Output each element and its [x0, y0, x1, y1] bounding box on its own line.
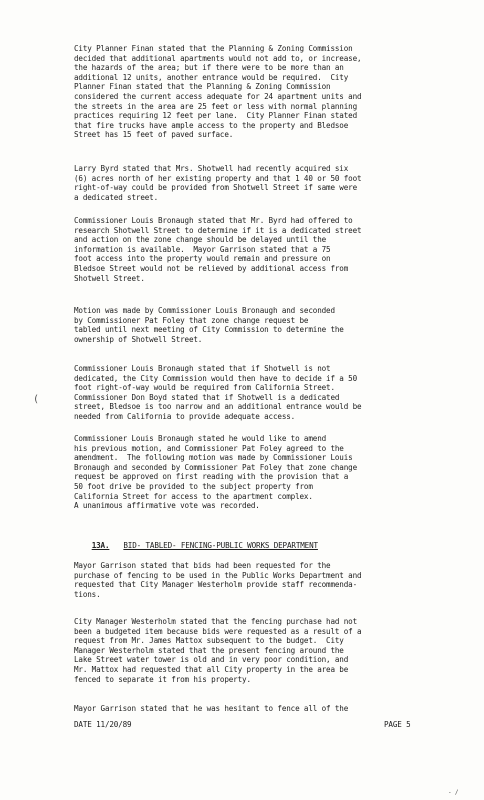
paragraph-motion-tabled: Motion was made by Commissioner Louis Bronaugh and seconded by Commissioner Pat Foley that zone change request be tabled until next meeting of City Commission to determine the ownership of Shotwell Street. [74, 306, 344, 344]
paragraph-bronaugh-research: Commissioner Louis Bronaugh stated that Mr. Byrd had offered to research Shotwell Street to determine if it is a dedicated street and action on the zone change should be delayed until the information is available. Mayor Garrison stated that a 75 foot access into the property would remain and pressure on Bledsoe Street would not be relieved by additional access from Shotwell Street. [74, 216, 362, 283]
punch-hole-mark: ( [33, 394, 39, 405]
paragraph-garrison-hesitant: Mayor Garrison stated that he was hesitant to fence all of the [74, 704, 349, 713]
footer-date: DATE 11/20/89 [74, 720, 132, 729]
section-number: 13A. [91, 540, 110, 550]
paragraph-amended-motion: Commissioner Louis Bronaugh stated he would like to amend his previous motion, and Commissioner Pat Foley agreed to the amendment. The following motion was made by Commissioner Louis Bronaugh and seconded by Commissioner Pat Foley that zone change request be approved on first reading with the provision that a 50 foot drive be provided to the subject property from California Street for access to the apartment complex. A unanimous affirmative vote was recorded. [74, 434, 357, 511]
paragraph-westerholm-fencing: City Manager Westerholm stated that the fencing purchase had not been a budgeted item because bids were requested as a result of a request from Mr. James Mattox subsequent to the budget. City Manager Westerholm stated that the present fencing around the Lake Street water tower is old and in very poor condition, and Mr. Mattox had requested that all City property in the area be fenced to separate it from his property. [74, 617, 362, 684]
paragraph-planner-finan: City Planner Finan stated that the Planning & Zoning Commission decided that additional apartments would not add to, or increase, the hazards of the area; but if there were to be more than an additional 12 units, another entrance would be required. City Planner Finan stated that the Planning & Zoning Commission considered the current access adequate for 24 apartment units and the streets in the area are 25 feet or less with normal planning practices requiring 12 feet per lane. City Planner Finan stated that fire trucks have ample access to the property and Bledsoe Street has 15 feet of paved surface. [74, 44, 362, 140]
section-heading [74, 531, 430, 560]
paragraph-larry-byrd: Larry Byrd stated that Mrs. Shotwell had recently acquired six (6) acres north of her existing property and that 1 40 or 50 foot right-of-way could be provided from Shotwell Street if same were a dedicated street. [74, 164, 362, 202]
paragraph-bids-requested: Mayor Garrison stated that bids had been requested for the purchase of fencing to be used in the Public Works Department and requested that City Manager Westerholm provide staff recommenda- tions. [74, 561, 362, 599]
corner-mark: - / [448, 789, 459, 796]
section-title: BID- TABLED- FENCING-PUBLIC WORKS DEPARTMENT [123, 540, 318, 550]
paragraph-bronaugh-dedication: Commissioner Louis Bronaugh stated that if Shotwell is not dedicated, the City Commission would then have to decide if a 50 foot right-of-way would be required from California Street. Commissioner Don Boyd stated that if Shotwell is a dedicated street, Bledsoe is too narrow and an additional entrance would be needed from California to provide adequate access. [74, 364, 362, 421]
footer-page-number: PAGE 5 [384, 720, 411, 729]
